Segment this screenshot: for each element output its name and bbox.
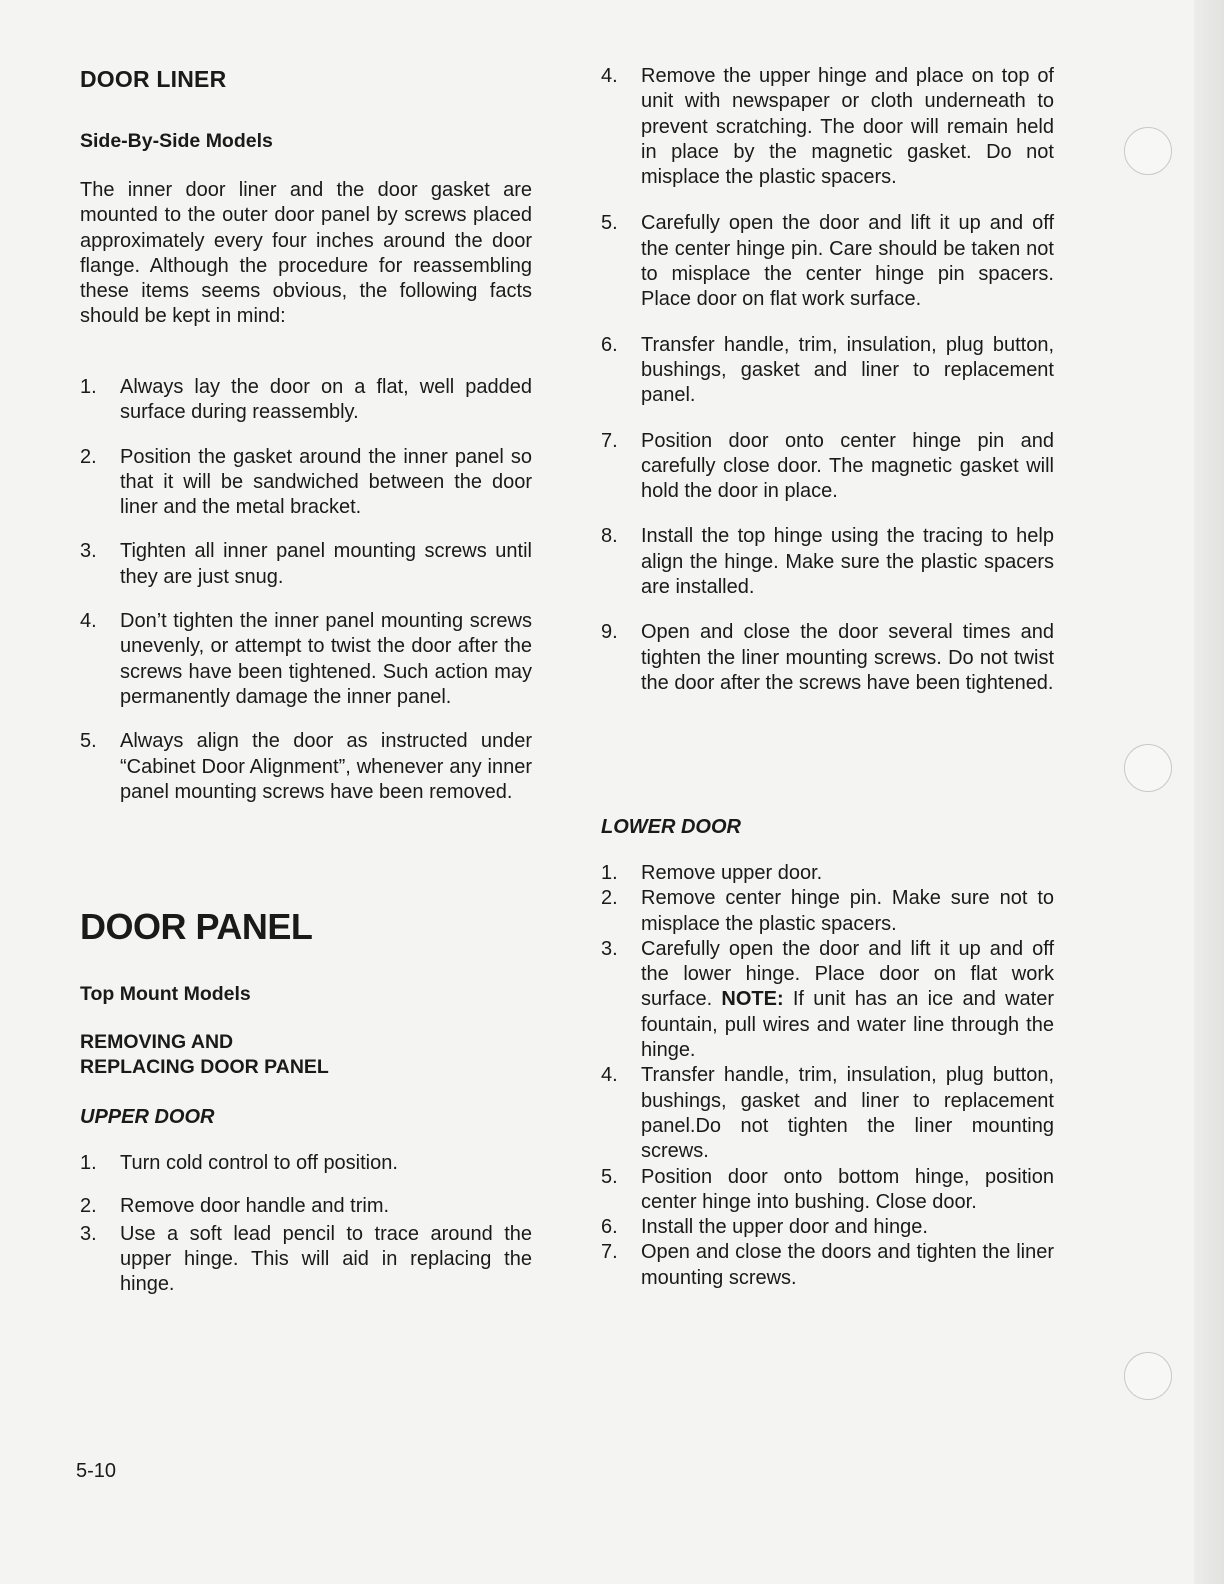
upper-door-heading: UPPER DOOR <box>80 1106 215 1128</box>
list-item: 3. Use a soft lead pencil to trace around the upper hinge. This will aid in replacing the hinge. <box>80 1222 532 1296</box>
list-item: 2. Remove door handle and trim. <box>80 1195 390 1218</box>
lower-door-steps <box>601 861 1054 1291</box>
removing-heading-line2: REPLACING DOOR PANEL <box>80 1056 329 1078</box>
facts-list <box>80 375 532 805</box>
note-label: NOTE: <box>721 988 784 1011</box>
list-item: 4. Don’t tighten the inner panel mounting screws unevenly, or attempt to twist the door after the screws have been tightened. Such action may permanently damage the inner panel. <box>80 610 532 708</box>
side-by-side-heading: Side-By-Side Models <box>80 130 273 152</box>
page-edge <box>1194 0 1224 1584</box>
list-item: 5. Carefully open the door and lift it up and off the center hinge pin. Care should be taken not to misplace the center hinge pin spacers. Place door on flat work surface. <box>601 212 1054 311</box>
intro-paragraph: The inner door liner and the door gasket are mounted to the outer door panel by screws placed approximately every four inches around the door flange. Although the procedure for reassembling these items seems obvious, the following facts should be kept in mind: <box>80 179 532 328</box>
list-item: 8. Install the top hinge using the tracing to help align the hinge. Make sure the plastic spacers are installed. <box>601 525 1054 599</box>
list-item: 4. Transfer handle, trim, insulation, plug button, bushings, gasket and liner to replacement panel.Do not tighten the liner mounting screws. <box>601 1064 1054 1163</box>
list-item: 3. Tighten all inner panel mounting screws until they are just snug. <box>80 540 532 588</box>
door-panel-heading: DOOR PANEL <box>80 906 313 947</box>
removing-heading-line1: REMOVING AND <box>80 1031 234 1053</box>
list-item: 6. Install the upper door and hinge. <box>601 1216 928 1239</box>
punch-hole-bottom <box>1124 1352 1172 1400</box>
list-item: 7. Open and close the doors and tighten the liner mounting screws. <box>601 1241 1054 1289</box>
lower-door-heading: LOWER DOOR <box>601 816 741 838</box>
list-item: 2. Position the gasket around the inner panel so that it will be sandwiched between the door liner and the metal bracket. <box>80 445 532 519</box>
list-item: 9. Open and close the door several times and tighten the liner mounting screws. Do not twist the door after the screws have been tightened. <box>601 621 1054 694</box>
upper-door-steps-continued <box>601 64 1054 696</box>
list-item: 4. Remove the upper hinge and place on top of unit with newspaper or cloth underneath to prevent scratching. The door will remain held in place by the magnetic gasket. Do not misplace the plastic spacers. <box>601 65 1054 189</box>
door-liner-heading: DOOR LINER <box>80 66 227 92</box>
list-item: 7. Position door onto center hinge pin and carefully close door. The magnetic gasket will hold the door in place. <box>601 429 1054 503</box>
list-item: 1. Turn cold control to off position. <box>80 1152 398 1174</box>
list-item: 1. Remove upper door. <box>601 862 823 884</box>
punch-hole-top <box>1124 127 1172 175</box>
list-item: 2. Remove center hinge pin. Make sure not to misplace the plastic spacers. <box>601 887 1054 935</box>
list-item: 6. Transfer handle, trim, insulation, plug button, bushings, gasket and liner to replacement panel. <box>601 333 1054 407</box>
list-item: 3. Carefully open the door and lift it up and off the lower hinge. Place door on flat work surface. NOTE: If unit has an ice and water fountain, pull wires and water line through the hinge. <box>601 937 1054 1062</box>
list-item: 5. Position door onto bottom hinge, position center hinge into bushing. Close door. <box>601 1165 1054 1213</box>
list-item: 1. Always lay the door on a flat, well padded surface during reassembly. <box>80 376 532 424</box>
punch-hole-middle <box>1124 744 1172 792</box>
list-item: 5. Always align the door as instructed under “Cabinet Door Alignment”, whenever any inner panel mounting screws have been removed. <box>80 730 532 803</box>
upper-door-steps <box>80 1151 532 1297</box>
top-mount-heading: Top Mount Models <box>80 983 251 1005</box>
page-number: 5-10 <box>76 1460 117 1482</box>
